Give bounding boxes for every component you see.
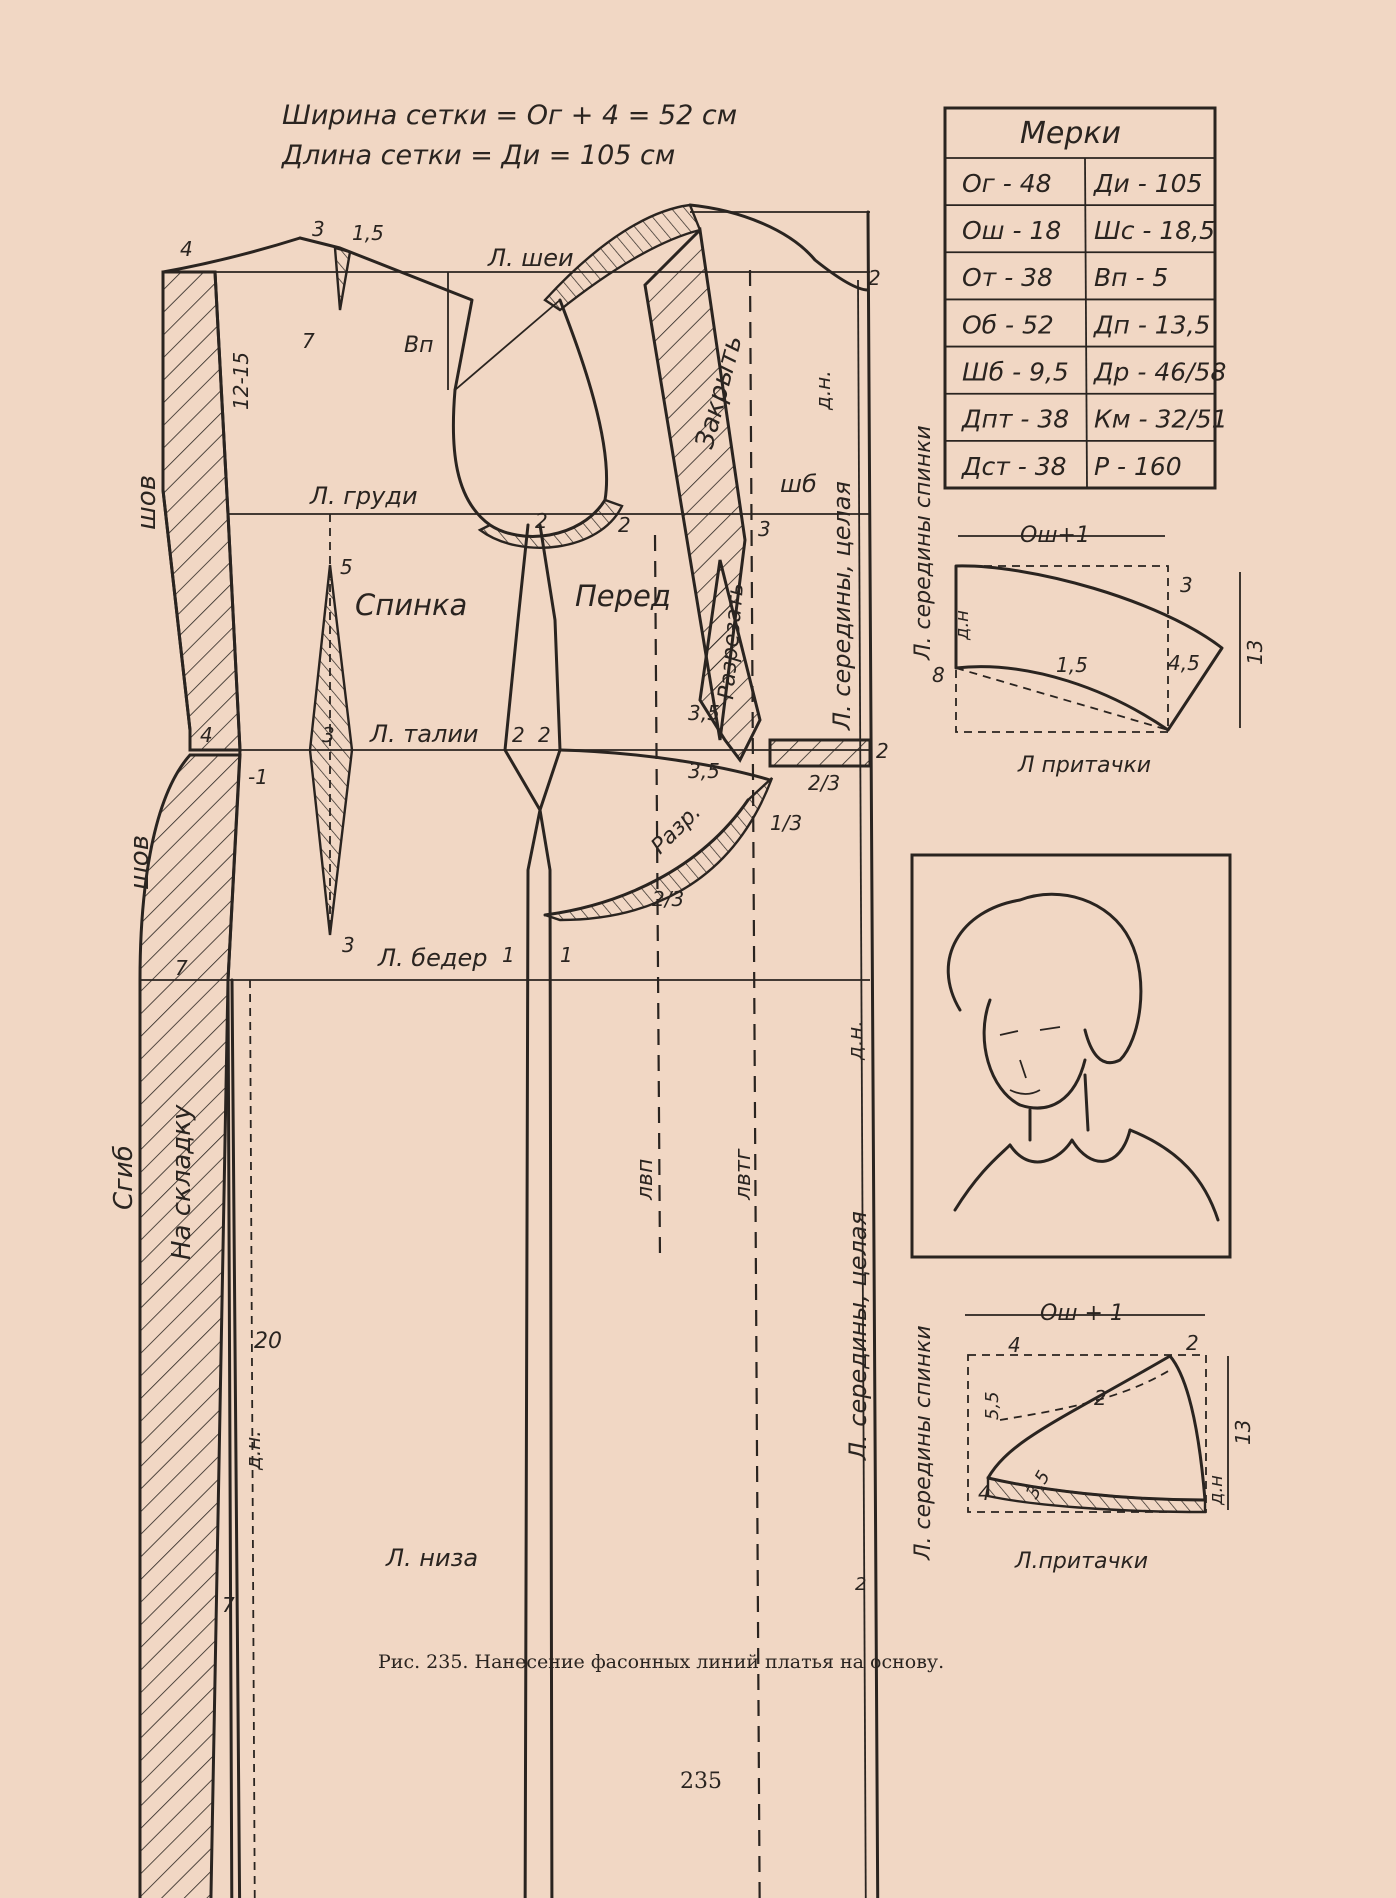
grid-width-formula: Ширина сетки = Ог + 4 = 52 см	[282, 100, 738, 131]
label-dn-low: д.н.	[241, 1430, 265, 1470]
table-cell-left: Дст - 38	[962, 451, 1067, 481]
label-seam-upper: шов	[132, 474, 162, 530]
face-features	[1000, 1027, 1060, 1094]
num-2-right: 2	[868, 266, 881, 290]
label-cut: Разрезать	[714, 581, 750, 701]
portrait-sketch	[912, 855, 1230, 1257]
num-2-waist-b: 2	[538, 723, 551, 747]
table-cell-left: Шб - 9,5	[962, 357, 1069, 387]
label-chest-line: Л. груди	[310, 482, 418, 510]
num-20: 20	[254, 1329, 282, 1354]
num-2-waist-right: 2	[876, 739, 889, 763]
portrait-frame	[912, 855, 1230, 1257]
waist-hatch	[770, 740, 870, 766]
armhole-hatch	[480, 500, 622, 548]
label-neck-line: Л. шеи	[488, 244, 574, 272]
num-3-front: 3	[758, 517, 771, 541]
collar1-grid	[956, 566, 1168, 732]
collar2-dash	[1000, 1370, 1170, 1420]
label-back: Спинка	[355, 588, 468, 622]
hair-outline	[948, 894, 1141, 1062]
num-2-hem: 2	[855, 1574, 867, 1595]
table-cell-left: Ог - 48	[962, 168, 1052, 198]
num-4-waist: 4	[200, 723, 213, 747]
back-shoulder	[300, 238, 472, 390]
hip-seam-allowance	[140, 755, 240, 1898]
num-5-dart: 5	[340, 555, 353, 579]
label-vp: Вп	[404, 333, 434, 358]
collar2-width-label: Ош + 1	[1040, 1301, 1124, 1326]
collar1-n8: 8	[932, 663, 945, 687]
table-cell-right: Р - 160	[1094, 451, 1182, 481]
collar2-n4-top: 4	[1008, 1333, 1021, 1357]
table-title: Мерки	[1020, 116, 1122, 151]
collar1-bottom-label: Л притачки	[1018, 753, 1152, 778]
table-cell-left: Ош - 18	[962, 216, 1062, 246]
table-cell-right: Шс - 18,5	[1094, 216, 1216, 246]
label-center-front-lower: Л. середины, целая	[844, 1211, 872, 1460]
num-12-15: 12-15	[229, 351, 253, 410]
collar2-bottom-label: Л.притачки	[1015, 1549, 1149, 1574]
label-close: Закрыть	[689, 332, 749, 452]
label-fold-b: На складку	[167, 1104, 197, 1260]
num-3-top: 3	[312, 217, 325, 241]
label-hip-line: Л. бедер	[378, 944, 488, 972]
collar2-n2-top: 2	[1186, 1331, 1199, 1355]
label-cut-short: Разр.	[646, 799, 707, 860]
num-2-armhole-a: 2	[535, 509, 548, 533]
num-4-neck: 4	[180, 237, 193, 261]
collar2-height-label: 13	[1231, 1419, 1255, 1445]
num-7-hem: 7	[222, 1593, 235, 1617]
table-col-divider	[1085, 158, 1087, 488]
num-1-3: 1/3	[770, 811, 803, 835]
collar2-n4-bottom: 4	[978, 1481, 991, 1505]
collar1-n4-5: 4,5	[1168, 651, 1200, 675]
right-edge	[868, 212, 878, 1898]
collar1-height-label: 13	[1243, 639, 1267, 665]
collar2-outline	[988, 1356, 1205, 1503]
front-armhole	[560, 300, 607, 500]
num-7-dart: 7	[302, 329, 315, 353]
num-3-5-upper: 3,5	[688, 701, 720, 725]
label-waist-line: Л. талии	[370, 720, 479, 748]
num-2-waist-a: 2	[512, 723, 525, 747]
fold-line	[232, 980, 240, 1898]
collar2-dn: д.н	[1206, 1475, 1227, 1505]
num-1-hip-b: 1	[560, 943, 573, 967]
table-cell-right: Ди - 105	[1094, 168, 1203, 198]
num-1-hip-a: 1	[502, 943, 515, 967]
label-hem-line: Л. низа	[386, 1544, 479, 1572]
collar1-dash-line	[956, 668, 1168, 730]
collar-diagram-bottom	[911, 1301, 1255, 1574]
table-cell-left: От - 38	[962, 263, 1053, 293]
num-7-hip: 7	[175, 956, 188, 980]
shoulders-sketch	[955, 1130, 1218, 1220]
measurements-table	[945, 108, 1228, 488]
num-3-hip: 3	[342, 933, 355, 957]
label-front: Перед	[575, 579, 671, 613]
collar1-width-label: Ош+1	[1020, 523, 1090, 548]
num-2-3-pocket: 2/3	[652, 887, 685, 911]
page-number: 235	[680, 1769, 722, 1794]
collar1-side-label: Л. середины спинки	[911, 425, 936, 660]
label-seam-lower: шов	[125, 834, 155, 890]
num-2-3-right: 2/3	[808, 771, 841, 795]
figure-caption: Рис. 235. Нанесение фасонных линий платья на основу.	[378, 1651, 945, 1673]
label-shb: шб	[780, 470, 817, 498]
grid-length-formula: Длина сетки = Ди = 105 см	[282, 140, 676, 171]
table-cell-right: Дп - 13,5	[1094, 310, 1211, 340]
table-cell-right: Км - 32/51	[1094, 404, 1228, 434]
table-cell-left: Дпт - 38	[962, 404, 1070, 434]
back-seam-allowance	[163, 272, 240, 750]
collar-sketch	[1010, 1130, 1130, 1162]
collar2-n3-5: 3,5	[1022, 1467, 1055, 1503]
collar1-dn: д.н	[952, 610, 973, 640]
table-cell-left: Об - 52	[962, 310, 1054, 340]
label-center-front: Л. середины, целая	[828, 481, 856, 730]
num-3-waist: 3	[322, 723, 335, 747]
num-3-5-lower: 3,5	[688, 759, 720, 783]
num-2-armhole-b: 2	[618, 513, 631, 537]
shoulder-dart	[335, 248, 350, 310]
collar1-n1-5: 1,5	[1056, 653, 1088, 677]
label-dn-top: д.н.	[811, 370, 835, 410]
label-dn-mid: д.н.	[843, 1020, 867, 1060]
collar2-n2-mid: 2	[1094, 1386, 1107, 1410]
num-minus-1: -1	[248, 765, 268, 789]
dress-pattern	[109, 205, 889, 1898]
num-1-5: 1,5	[352, 221, 384, 245]
back-waist-dart	[310, 565, 352, 935]
collar2-side-label: Л. середины спинки	[911, 1325, 936, 1560]
label-fold-a: Сгиб	[109, 1145, 139, 1210]
collar2-n5-5: 5,5	[982, 1391, 1003, 1420]
table-cell-right: Вп - 5	[1094, 263, 1169, 293]
table-cell-right: Др - 46/58	[1094, 357, 1227, 387]
collar1-n3: 3	[1180, 573, 1193, 597]
label-lvp: лвп	[633, 1158, 658, 1200]
label-lvtg: лвтг	[731, 1148, 756, 1200]
front-shoulder	[690, 205, 868, 290]
